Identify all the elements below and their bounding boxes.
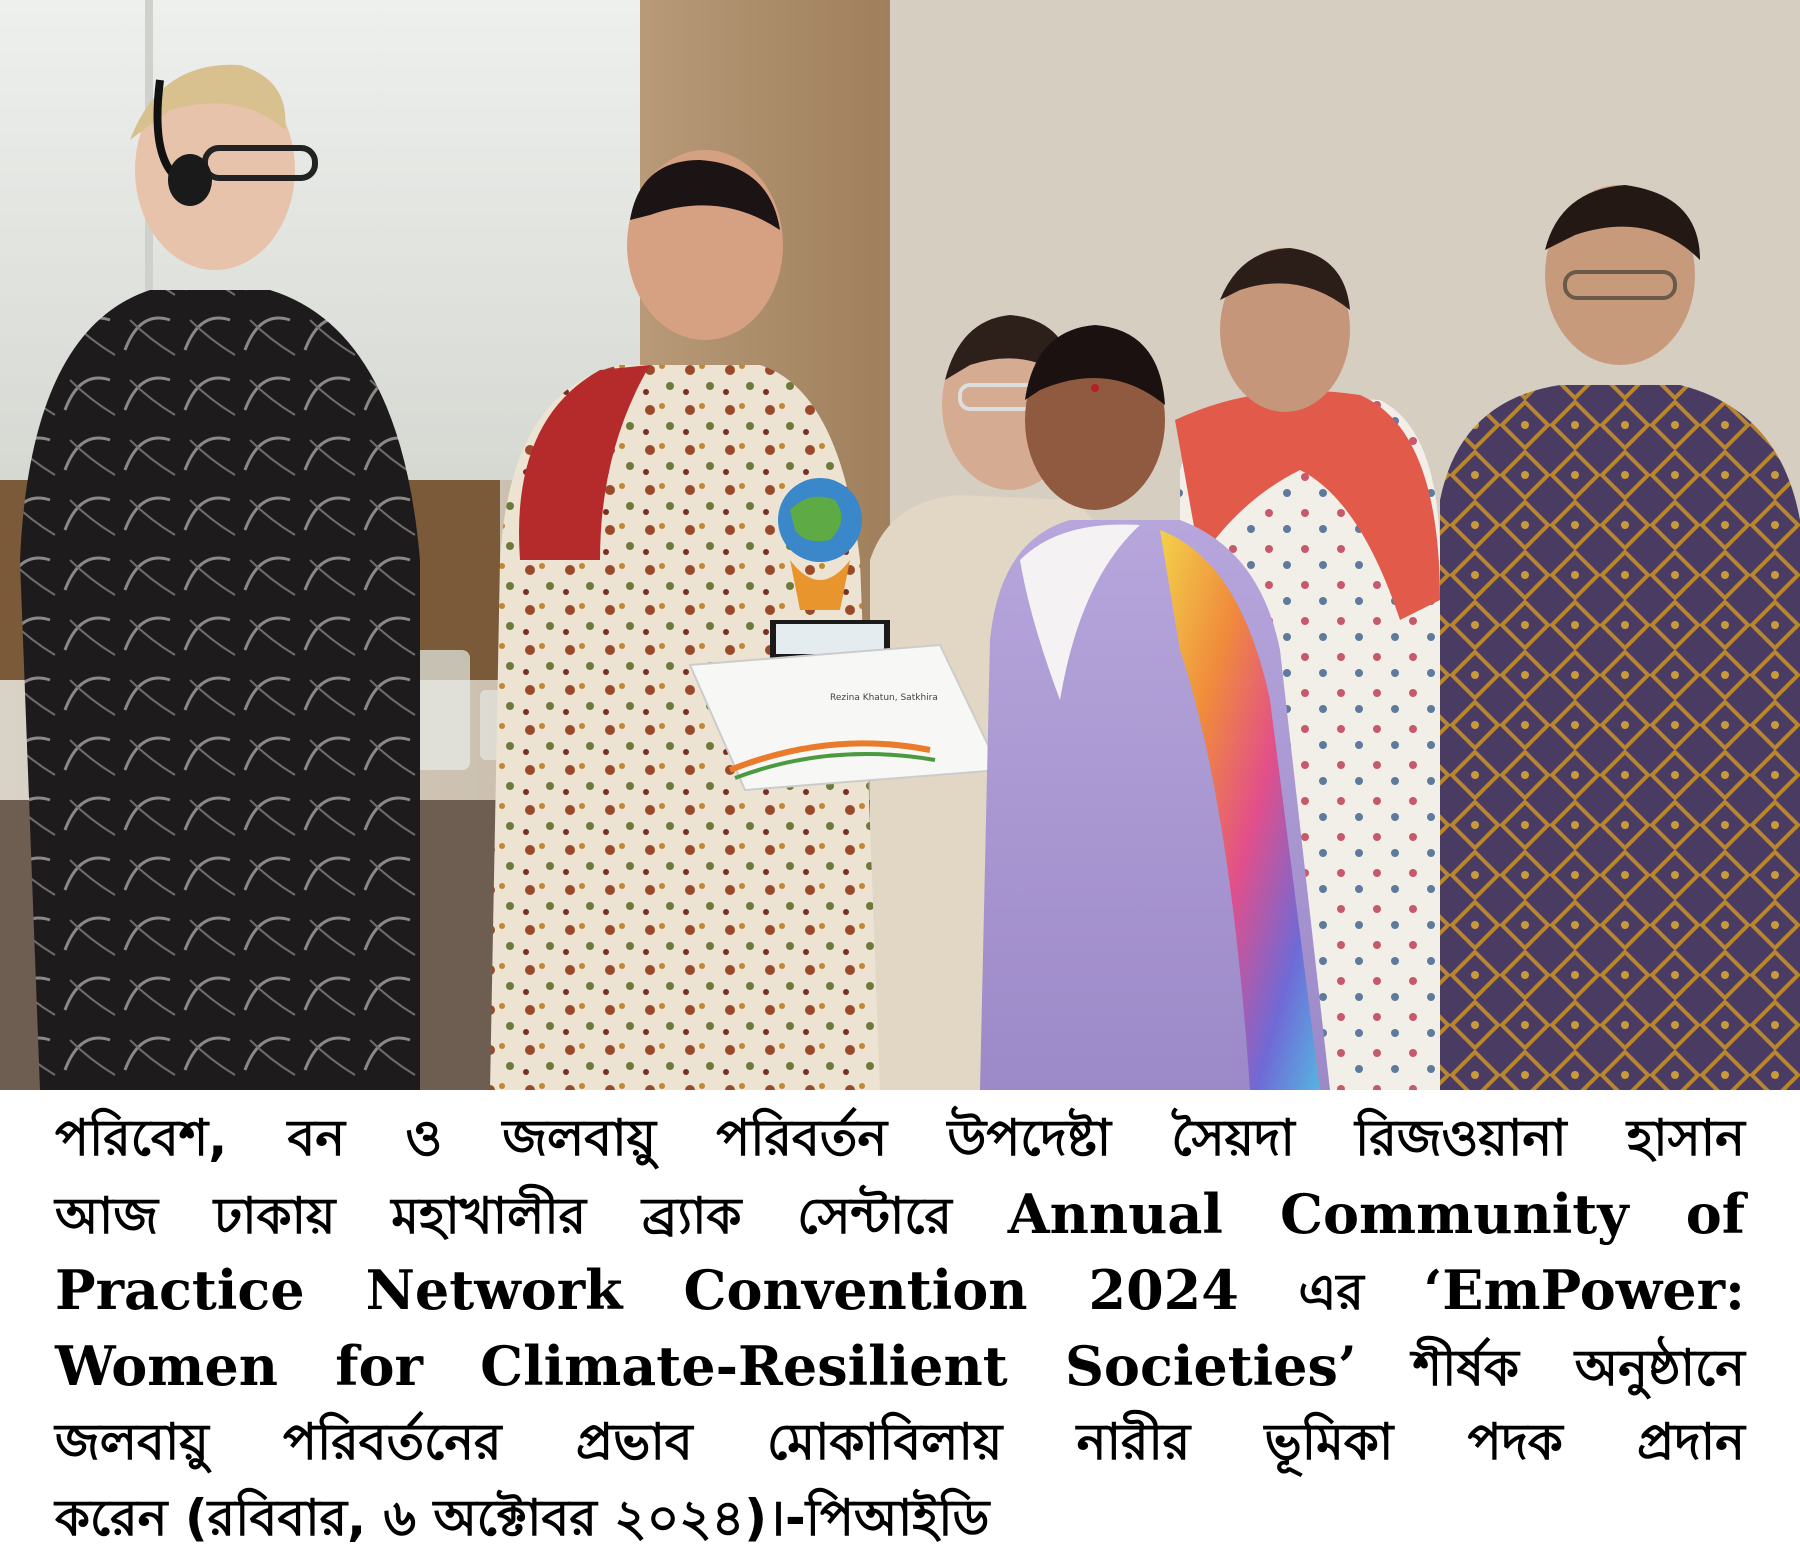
photo-caption bbox=[55, 1100, 1745, 1556]
caption-line-2 bbox=[55, 1176, 1745, 1252]
caption-line-4-en: Women for Climate-Resilient Societies’ bbox=[55, 1334, 1357, 1398]
caption-line-2-en: Annual Community of bbox=[1007, 1182, 1745, 1246]
caption-line-5: জলবায়ু পরিবর্তনের প্রভাব মোকাবিলায় নারীর ভূমিকা পদক প্রদান bbox=[55, 1413, 1745, 1471]
caption-line-2-bn: আজ ঢাকায় মহাখালীর ব্র্যাক সেন্টারে bbox=[55, 1187, 952, 1245]
caption-line-6: করেন (রবিবার, ৬ অক্টোবর ২০২৪)।-পিআইডি bbox=[55, 1489, 990, 1547]
caption-line-3-bn: এর bbox=[1298, 1263, 1364, 1321]
caption-line-4-bn: শীর্ষক অনুষ্ঠানে bbox=[1412, 1339, 1745, 1397]
folder-name-text: Rezina Khatun, Satkhira bbox=[830, 693, 938, 703]
caption-line-3 bbox=[55, 1252, 1745, 1328]
caption-line-4 bbox=[55, 1328, 1745, 1404]
caption-line-3-en: Practice Network Convention 2024 bbox=[55, 1258, 1239, 1322]
caption-line-3-en2: ‘EmPower: bbox=[1423, 1258, 1745, 1322]
caption-line-1: পরিবেশ, বন ও জলবায়ু পরিবর্তন উপদেষ্টা সৈয়দা রিজওয়ানা হাসান bbox=[55, 1109, 1745, 1167]
